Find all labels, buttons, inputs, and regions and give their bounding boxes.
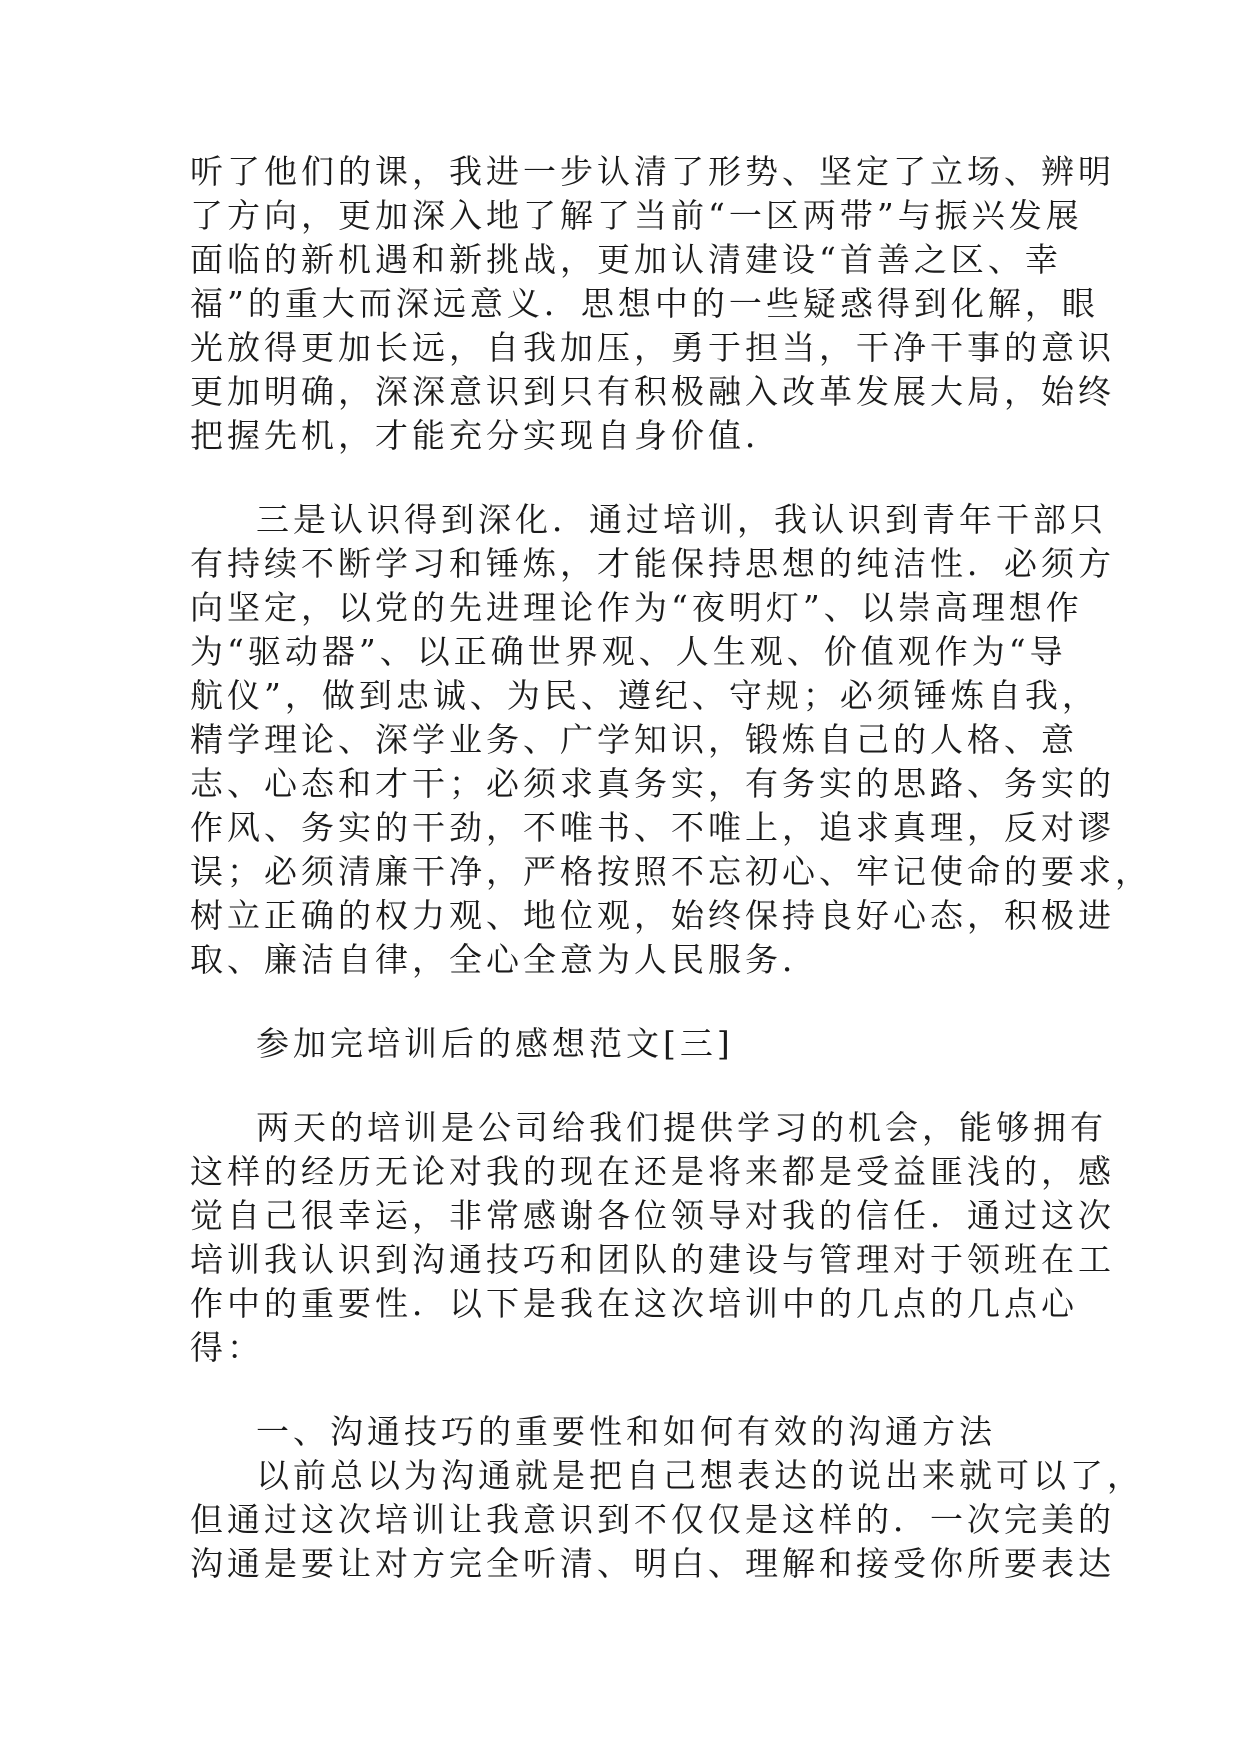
paragraph-4-line-1: 两天的培训是公司给我们提供学习的机会，能够拥有: [256, 1108, 1107, 1147]
paragraph-5-line-1: 以前总以为沟通就是把自己想表达的说出来就可以了，: [256, 1456, 1144, 1495]
paragraph-1-line-6: 更加明确，深深意识到只有积极融入改革发展大局，始终: [190, 372, 1115, 411]
paragraph-1-line-4: 福”的重大而深远意义．思想中的一些疑惑得到化解，眼: [190, 284, 1099, 323]
paragraph-1-line-7: 把握先机，才能充分实现自身价值．: [190, 416, 782, 455]
paragraph-1-line-2: 了方向，更加深入地了解了当前“一区两带”与振兴发展: [190, 196, 1083, 235]
paragraph-2-line-4: 为“驱动器”、以正确世界观、人生观、价值观作为“导: [190, 632, 1067, 671]
paragraph-5-line-2: 但通过这次培训让我意识到不仅仅是这样的．一次完美的: [190, 1500, 1115, 1539]
section-heading: 参加完培训后的感想范文[三]: [256, 1024, 734, 1063]
paragraph-2-line-3: 向坚定，以党的先进理论作为“夜明灯”、以崇高理想作: [190, 588, 1083, 627]
paragraph-2-line-10: 树立正确的权力观、地位观，始终保持良好心态，积极进: [190, 896, 1115, 935]
paragraph-1-line-5: 光放得更加长远，自我加压，勇于担当，干净干事的意识: [190, 328, 1115, 367]
subheading-communication: 一、沟通技巧的重要性和如何有效的沟通方法: [256, 1412, 996, 1451]
paragraph-1-line-1: 听了他们的课，我进一步认清了形势、坚定了立场、辨明: [190, 152, 1115, 191]
paragraph-4-line-4: 培训我认识到沟通技巧和团队的建设与管理对于领班在工: [190, 1240, 1115, 1279]
paragraph-4-line-6: 得：: [190, 1328, 264, 1367]
paragraph-2-line-1: 三是认识得到深化．通过培训，我认识到青年干部只: [256, 500, 1107, 539]
paragraph-2-line-9: 误；必须清廉干净，严格按照不忘初心、牢记使命的要求，: [190, 852, 1152, 891]
paragraph-2-line-11: 取、廉洁自律，全心全意为人民服务．: [190, 940, 819, 979]
paragraph-2-line-7: 志、心态和才干；必须求真务实，有务实的思路、务实的: [190, 764, 1115, 803]
paragraph-2-line-5: 航仪”，做到忠诚、为民、遵纪、守规；必须锤炼自我，: [190, 676, 1099, 715]
paragraph-4-line-2: 这样的经历无论对我的现在还是将来都是受益匪浅的，感: [190, 1152, 1115, 1191]
paragraph-4-line-3: 觉自己很幸运，非常感谢各位领导对我的信任．通过这次: [190, 1196, 1115, 1235]
paragraph-2-line-6: 精学理论、深学业务、广学知识，锻炼自己的人格、意: [190, 720, 1078, 759]
paragraph-4-line-5: 作中的重要性．以下是我在这次培训中的几点的几点心: [190, 1284, 1078, 1323]
paragraph-5-line-3: 沟通是要让对方完全听清、明白、理解和接受你所要表达: [190, 1544, 1115, 1583]
paragraph-2-line-2: 有持续不断学习和锤炼，才能保持思想的纯洁性．必须方: [190, 544, 1115, 583]
paragraph-1-line-3: 面临的新机遇和新挑战，更加认清建设“首善之区、幸: [190, 240, 1062, 279]
paragraph-2-line-8: 作风、务实的干劲，不唯书、不唯上，追求真理，反对谬: [190, 808, 1115, 847]
